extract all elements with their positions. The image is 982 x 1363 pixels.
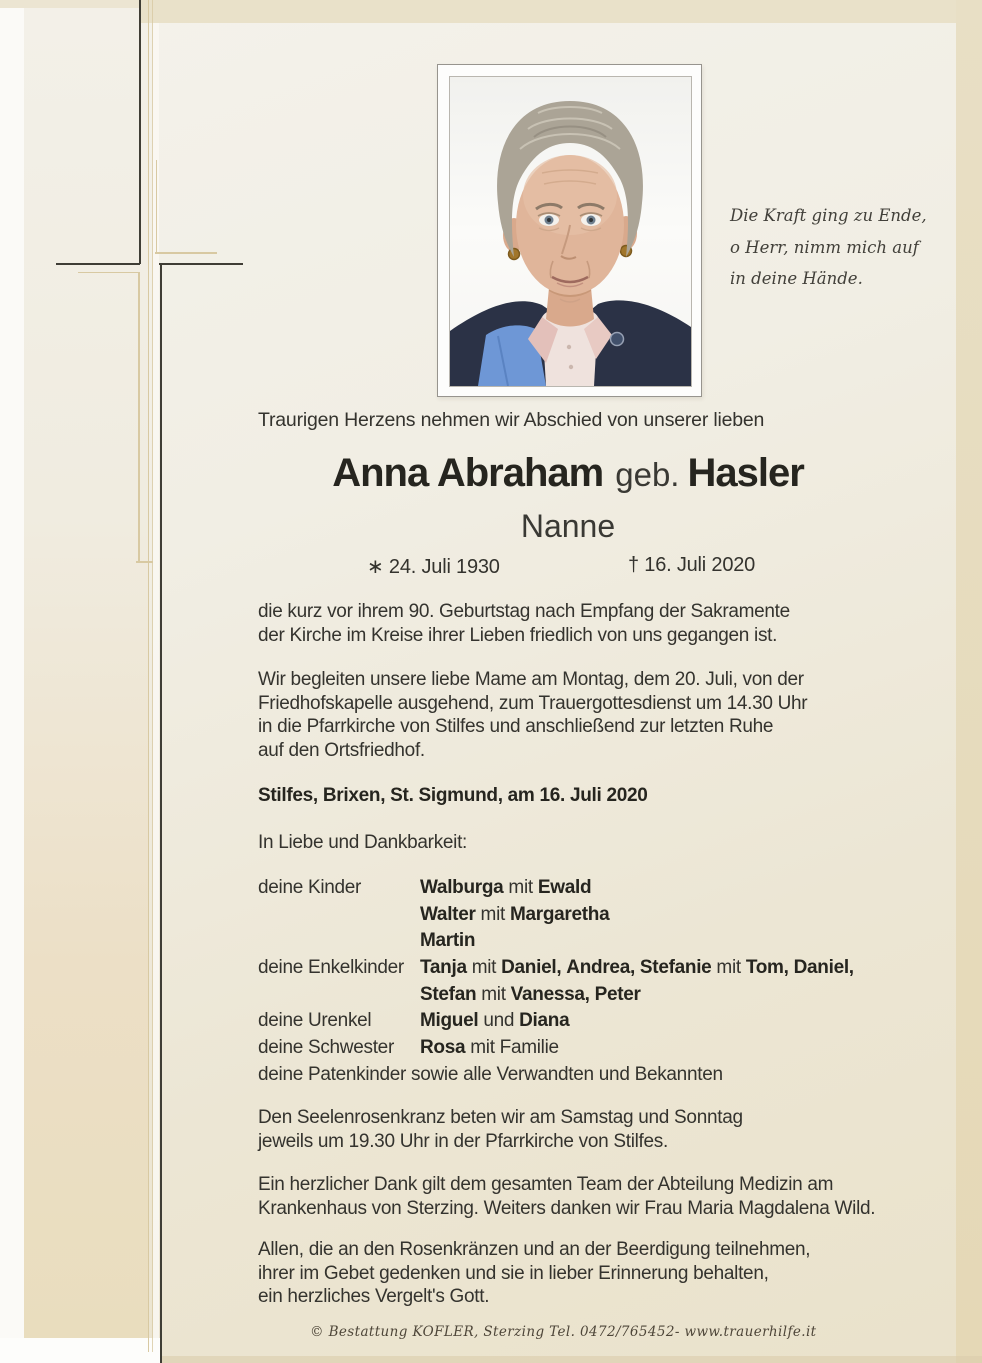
funeral-home-credit: © Bestattung KOFLER, Sterzing Tel. 0472/765452- www.trauerhilfe.it [310,1324,817,1340]
text-line: der Kirche im Kreise ihrer Lieben friedlich von uns gegangen ist. [258,624,778,646]
family-relation-label: deine Urenkel [258,1010,372,1032]
cross-line [159,263,243,265]
text-line: in deine Hände. [730,269,863,289]
death-date: † 16. Juli 2020 [628,554,756,576]
cross-line [78,272,140,274]
text-line: Die Kraft ging zu Ende, [730,206,927,225]
text-line: o Herr, nimm mich auf [730,237,919,257]
family-names: Miguel und Diana [420,1010,570,1032]
deceased-name-main: Anna Abraham [332,451,604,495]
family-names: Walburga mit Ewald [420,877,592,898]
card-content [258,0,908,1363]
birth-date: ∗ 24. Juli 1930 [367,556,500,578]
family-names: Walter mit Margaretha [420,903,610,925]
text-line: ihrer im Gebet gedenken und sie in lieber Erinnerung behalten, [258,1262,769,1284]
family-row [258,1010,908,1037]
text-line: Den Seelenrosenkranz beten wir am Samstag und Sonntag [258,1107,743,1128]
family-relation-label: deine Kinder [258,877,362,898]
family-row [258,984,908,1011]
card-left-panel [24,8,148,1338]
paragraph-thanks [258,1173,875,1220]
family-row [258,930,908,957]
cross-line [152,0,154,1352]
text-line: auf den Ortsfriedhof. [258,739,425,761]
text-line: ein herzliches Vergelt's Gott. [258,1286,490,1307]
cross-line [155,252,217,254]
deceased-name [258,450,878,505]
cross-line [56,263,140,265]
text-line: in die Pfarrkirche von Stilfes und anschließend zur letzten Ruhe [258,716,774,737]
nickname: Nanne [520,508,616,544]
cross-line [148,0,150,1352]
scan-top-band-left [0,0,139,8]
family-relation-label: deine Enkelkinder [258,957,404,979]
paragraph-remembrance [258,1238,810,1309]
condolence-intro: In Liebe und Dankbarkeit: [258,832,468,853]
family-row [258,1037,908,1064]
family-relation-label: deine Patenkinder sowie alle Verwandten und Bekannten [258,1063,723,1085]
text-line: Friedhofskapelle ausgehend, zum Trauergottesdienst um 14.30 Uhr [258,692,808,714]
text-line: Allen, die an den Rosenkränzen und an der Beerdigung teilnehmen, [258,1239,811,1260]
text-line: Ein herzlicher Dank gilt dem gesamten Team der Abteilung Medizin am [258,1174,834,1195]
paragraph-farewell [258,600,790,647]
family-row [258,1064,908,1091]
cross-line [160,263,162,1363]
text-line: jeweils um 19.30 Uhr in der Pfarrkirche von Stilfes. [258,1130,668,1152]
cross-line [156,160,158,253]
maiden-name: Hasler [687,451,804,495]
family-row [258,877,908,904]
scan-left-margin [0,8,24,1363]
scan-bottom-margin [0,1338,160,1363]
family-row [258,957,908,984]
paragraph-rosary [258,1106,743,1153]
text-line: Wir begleiten unsere liebe Mame am Montag, dem 20. Juli, von der [258,669,804,690]
text-line: die kurz vor ihrem 90. Geburtstag nach Empfang der Sakramente [258,601,790,622]
family-relation-label: deine Schwester [258,1037,394,1059]
family-names: Rosa mit Familie [420,1037,559,1059]
paragraph-funeral-info [258,668,807,762]
maiden-connector: geb. [615,456,680,493]
place-date-line: Stilfes, Brixen, St. Sigmund, am 16. Juli 2020 [258,785,648,806]
family-row [258,904,908,931]
family-list [258,877,908,1091]
family-names: Stefan mit Vanessa, Peter [420,983,641,1005]
opening-line: Traurigen Herzens nehmen wir Abschied von unserer lieben [258,409,765,431]
family-names: Tanja mit Daniel, Andrea, Stefanie mit Tom, Daniel, [420,957,854,979]
scan-right-band [956,0,982,1363]
text-line: Krankenhaus von Sterzing. Weiters danken wir Frau Maria Magdalena Wild. [258,1197,876,1219]
family-names: Martin [420,930,476,952]
cross-line [138,272,140,563]
cross-line [136,561,153,563]
cross-line [139,0,141,264]
